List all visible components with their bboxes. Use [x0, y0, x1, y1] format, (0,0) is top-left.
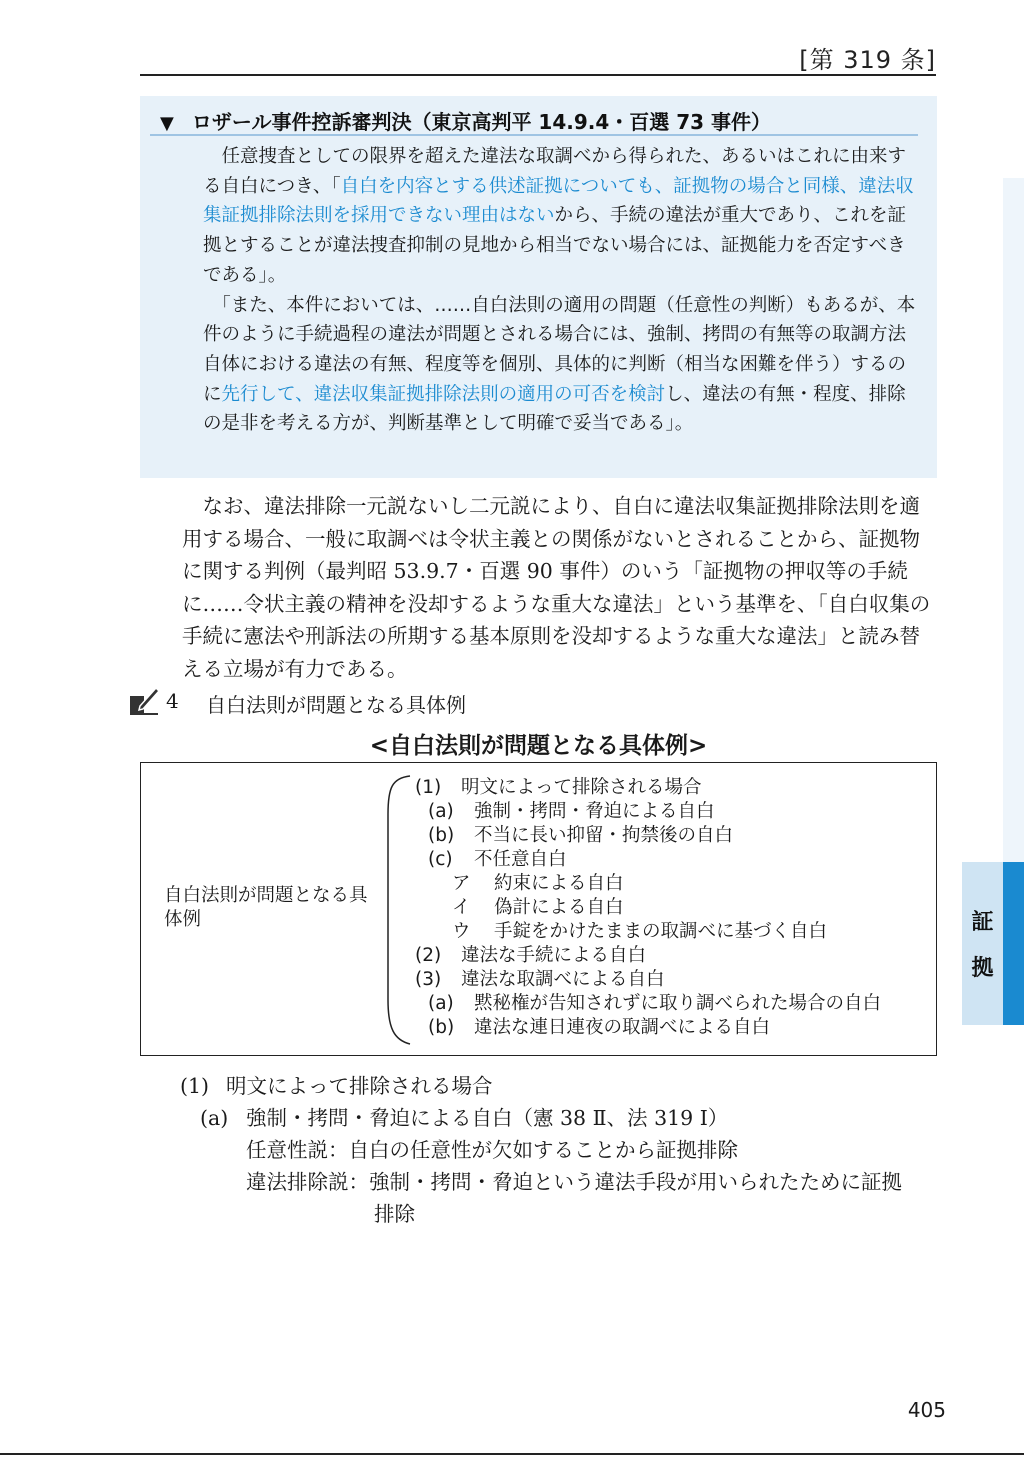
subheading-marker: (1): [180, 1074, 210, 1098]
list-item: [428, 848, 567, 872]
item-marker: イ: [452, 897, 471, 918]
case-title-text: ロザール事件控訴審判決（東京高判平 14.9.4・百選 73 事件）: [191, 110, 772, 134]
item-text: 手錠をかけたままの取調べに基づく自白: [494, 921, 828, 942]
item-marker: ウ: [452, 921, 471, 942]
item-marker: (a): [428, 801, 454, 822]
item-text: 違法な手続による自白: [461, 945, 647, 966]
item-marker: (c): [428, 849, 453, 870]
case-title-rule: [150, 134, 918, 136]
page-number: 405: [907, 1398, 946, 1422]
case-title: [160, 106, 771, 135]
footer-rule: [0, 1453, 1024, 1455]
subheading-text: 明文によって排除される場合: [226, 1074, 493, 1098]
case-text: 「また、本件においては、……自白法則の適用の問題（任意性の判断）もあるが、本件のように手続過程の違法が問題とされる場合には、強制、拷問の有無等の取調方法自体における違法の有無、程度等を個別、具体的に判断（相当な困難を伴う）するのに: [203, 294, 916, 405]
explanation-line: 排除: [374, 1202, 415, 1226]
case-highlight: 自白を内容とする供述証拠についても、証拠物の場合と同様、違法収集証拠排除法則を採用できない理由はない: [203, 175, 914, 227]
case-paragraph-1: [203, 142, 918, 291]
case-body: [203, 142, 918, 439]
list-item: [428, 800, 715, 824]
case-paragraph-2: [203, 291, 918, 440]
triangle-down-icon: ▼: [160, 113, 174, 134]
chapter-tab-char: 証: [971, 910, 994, 935]
item-marker: (b): [428, 825, 455, 846]
item-marker: (b): [428, 1017, 455, 1038]
item-marker: (a): [428, 993, 454, 1014]
pencil-note-icon: [128, 686, 160, 716]
section-title: 自白法則が問題となる具体例: [206, 693, 466, 717]
list-item: [452, 896, 624, 920]
item-text: 不当に長い抑留・拘禁後の自白: [474, 825, 734, 846]
case-text: から、手続の違法が重大であり、これを証拠とすることが違法捜査抑制の見地から相当でない場合には、証拠能力を否定すべきである」。: [203, 205, 907, 286]
item-text: 約束による自白: [494, 873, 624, 894]
item-text: 黙秘権が告知されずに取り調べられた場合の自白: [474, 993, 882, 1014]
list-item: [428, 824, 733, 848]
list-item: [415, 944, 646, 968]
body-paragraph: なお、違法排除一元説ないし二元説により、自白に違法収集証拠排除法則を適用する場合、一般に取調べは令状主義との関係がないとされることから、証拠物に関する判例（最判昭 53.9.7・百選 90 事件）のいう「証拠物の押収等の手続に……令状主義の精神を没却するような重大な違法」という基準を、「自白収集の手続に憲法や刑訴法の所期する基本原則を没却するような重大な違法」と読み替える立場が有力である。: [182, 494, 931, 681]
article-label: [第 319 条]: [799, 46, 936, 74]
subheading-a: [200, 1102, 728, 1134]
side-strip: [1003, 178, 1024, 862]
list-item: [452, 872, 624, 896]
chapter-tab-char: 拠: [971, 956, 994, 981]
item-marker: (2): [415, 945, 442, 966]
item-text: 明文によって排除される場合: [461, 777, 702, 798]
case-text: 任意捜査としての限界を超えた違法な取調べから得られた、あるいはこれに由来する自白につき、「: [203, 146, 907, 197]
case-text: し、違法の有無・程度、排除の是非を考える方が、判断基準として明確で妥当である」。: [203, 383, 906, 435]
table-label: 自白法則が問題となる具体例: [164, 885, 368, 930]
list-item: [415, 968, 665, 992]
list-item: [428, 1016, 770, 1040]
chapter-tab-stripe: [1003, 862, 1024, 1025]
chapter-tab-label: [962, 900, 1003, 992]
item-text: 強制・拷問・脅迫による自白: [474, 801, 715, 822]
explanation-line: 違法排除説：強制・拷問・脅迫という違法手段が用いられたために証拠: [246, 1170, 902, 1194]
item-marker: (1): [415, 777, 442, 798]
item-text: 偽計による自白: [494, 897, 624, 918]
subheading-1: [180, 1070, 493, 1102]
header-rule: [140, 74, 936, 76]
list-item: [415, 776, 702, 800]
section-number: 4: [166, 689, 179, 713]
item-marker: ア: [452, 873, 471, 894]
list-item: [452, 920, 827, 944]
item-text: 違法な連日連夜の取調べによる自白: [474, 1017, 771, 1038]
item-text: 不任意自白: [474, 849, 567, 870]
left-brace-icon: [380, 774, 412, 1046]
case-highlight: 先行して、違法収集証拠排除法則の適用の可否を検討: [221, 383, 666, 405]
item-marker: (3): [415, 969, 442, 990]
subheading-text: 強制・拷問・脅迫による自白（憲 38 Ⅱ、法 319 Ⅰ）: [246, 1106, 729, 1130]
explanation-line: 任意性説：自白の任意性が欠如することから証拠排除: [246, 1138, 738, 1162]
item-text: 違法な取調べによる自白: [461, 969, 665, 990]
table-heading: <自白法則が問題となる具体例>: [369, 733, 708, 759]
list-item: [428, 992, 881, 1016]
subheading-marker: (a): [200, 1106, 229, 1130]
